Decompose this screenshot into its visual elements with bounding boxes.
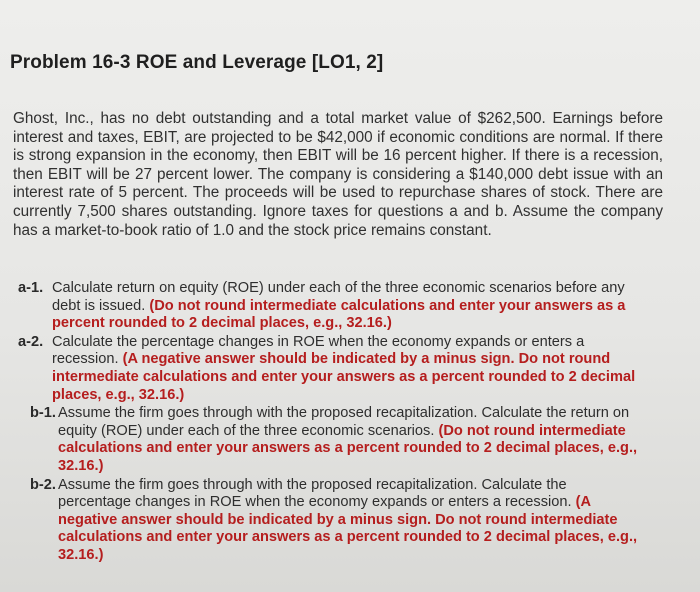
question-instruction: (A negative answer should be indicated by a minus sign. Do not round intermediate calculations and enter your answers as a percent rounded to 2 decimal places, e.g., 32.16.)	[52, 351, 636, 403]
question-text: Assume the firm goes through with the proposed recapitalization. Calculate the percentage changes in ROE when the economy expands or enters a recession.	[58, 476, 576, 511]
question-content	[52, 280, 638, 333]
question-label: b-2.	[30, 476, 56, 493]
question-item	[18, 477, 638, 565]
question-item	[18, 280, 638, 333]
question-label: b-1.	[30, 405, 56, 422]
question-instruction: (A negative answer should be indicated by a minus sign. Do not round intermediate calculations and enter your answers as a percent rounded to 2 decimal places, e.g., 32.16.)	[58, 494, 638, 563]
question-label: a-2.	[18, 333, 44, 350]
question-instruction: (Do not round intermediate calculations and enter your answers as a percent rounded to 2 decimal places, e.g., 32.16.)	[52, 297, 626, 332]
question-label: a-1.	[18, 280, 44, 296]
question-list	[18, 280, 638, 566]
question-text: Assume the firm goes through with the proposed recapitalization. Calculate the return on equity (ROE) under each of the three economic scenarios.	[58, 405, 630, 439]
question-item	[18, 405, 638, 475]
question-content	[52, 334, 638, 404]
question-content	[58, 405, 638, 475]
question-text: Calculate return on equity (ROE) under each of the three economic scenarios before any debt is issued.	[52, 280, 625, 314]
question-content	[58, 477, 638, 565]
problem-title: Problem 16-3 ROE and Leverage [LO1, 2]	[10, 52, 384, 73]
question-text: Calculate the percentage changes in ROE when the economy expands or enters a recession.	[52, 333, 585, 368]
question-item	[18, 334, 638, 404]
problem-statement: Ghost, Inc., has no debt outstanding and a total market value of $262,500. Earnings before interest and taxes, EBIT, are projected to be $42,000 if economic conditions are normal. If there is strong expansion in the economy, then EBIT will be 16 percent higher. If there is a recession, then EBIT will be 27 percent lower. The company is considering a $140,000 debt issue with an interest rate of 5 percent. The proceeds will be used to repurchase shares of stock. There are currently 7,500 shares outstanding. Ignore taxes for questions a and b. Assume the company has a market-to-book ratio of 1.0 and the stock price remains constant.	[13, 110, 663, 239]
question-instruction: (Do not round intermediate calculations and enter your answers as a percent rounded to 2 decimal places, e.g., 32.16.)	[58, 422, 638, 474]
